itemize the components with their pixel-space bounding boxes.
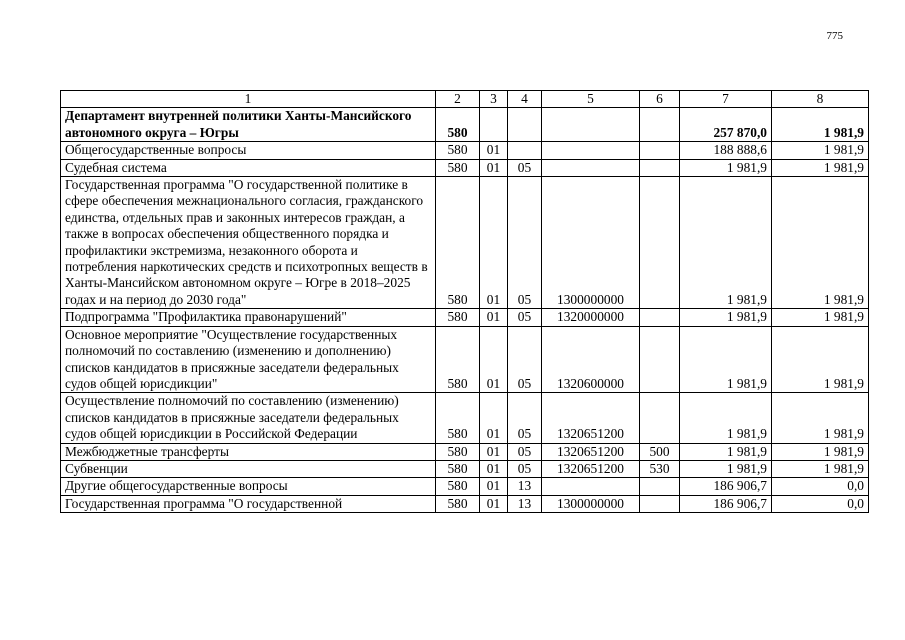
section-code-cell: 01: [480, 159, 508, 176]
subsection-code-cell: 13: [508, 478, 542, 495]
section-code-cell: 01: [480, 142, 508, 159]
table-row: [61, 495, 869, 512]
column-header: 8: [772, 91, 869, 108]
amount-col8-cell: 0,0: [772, 478, 869, 495]
target-article-cell: 1300000000: [542, 177, 640, 309]
section-code-cell: 01: [480, 326, 508, 393]
table-header-row: [61, 91, 869, 108]
table-row: [61, 393, 869, 443]
subsection-code-cell: 13: [508, 495, 542, 512]
row-name-cell: Основное мероприятие "Осуществление государственных полномочий по составлению (изменению и дополнению) списков кандидатов в присяжные заседатели федеральных судов общей юрисдикции": [61, 326, 436, 393]
amount-col8-cell: 0,0: [772, 495, 869, 512]
expense-type-cell: [640, 326, 680, 393]
amount-col8-cell: 1 981,9: [772, 108, 869, 142]
admin-code-cell: 580: [436, 108, 480, 142]
amount-col8-cell: 1 981,9: [772, 177, 869, 309]
table-row: [61, 443, 869, 460]
amount-col7-cell: 1 981,9: [680, 326, 772, 393]
section-code-cell: 01: [480, 443, 508, 460]
expense-type-cell: [640, 393, 680, 443]
subsection-code-cell: [508, 142, 542, 159]
admin-code-cell: 580: [436, 393, 480, 443]
column-header: 3: [480, 91, 508, 108]
admin-code-cell: 580: [436, 142, 480, 159]
amount-col7-cell: 188 888,6: [680, 142, 772, 159]
admin-code-cell: 580: [436, 495, 480, 512]
subsection-code-cell: 05: [508, 443, 542, 460]
subsection-code-cell: 05: [508, 309, 542, 326]
target-article-cell: [542, 108, 640, 142]
amount-col7-cell: 186 906,7: [680, 495, 772, 512]
expense-type-cell: [640, 159, 680, 176]
admin-code-cell: 580: [436, 159, 480, 176]
column-header: 6: [640, 91, 680, 108]
column-header: 1: [61, 91, 436, 108]
amount-col8-cell: 1 981,9: [772, 393, 869, 443]
target-article-cell: 1300000000: [542, 495, 640, 512]
admin-code-cell: 580: [436, 309, 480, 326]
expense-type-cell: [640, 108, 680, 142]
amount-col7-cell: 1 981,9: [680, 159, 772, 176]
subsection-code-cell: 05: [508, 326, 542, 393]
amount-col8-cell: 1 981,9: [772, 443, 869, 460]
budget-table: [60, 90, 869, 513]
section-code-cell: 01: [480, 309, 508, 326]
target-article-cell: 1320651200: [542, 460, 640, 477]
row-name-cell: Подпрограмма "Профилактика правонарушений": [61, 309, 436, 326]
amount-col7-cell: 1 981,9: [680, 443, 772, 460]
amount-col7-cell: 1 981,9: [680, 460, 772, 477]
table-row: [61, 108, 869, 142]
subsection-code-cell: 05: [508, 393, 542, 443]
row-name-cell: Субвенции: [61, 460, 436, 477]
expense-type-cell: 500: [640, 443, 680, 460]
section-code-cell: 01: [480, 393, 508, 443]
row-name-cell: Общегосударственные вопросы: [61, 142, 436, 159]
subsection-code-cell: [508, 108, 542, 142]
target-article-cell: 1320000000: [542, 309, 640, 326]
table-row: [61, 159, 869, 176]
target-article-cell: [542, 142, 640, 159]
row-name-cell: Судебная система: [61, 159, 436, 176]
row-name-cell: Государственная программа "О государственной политике в сфере обеспечения межнационального согласия, гражданского единства, отдельных прав и законных интересов граждан, а также в вопросах обеспечения общественного порядка и профилактики экстремизма, незаконного оборота и потребления наркотических средств и психотропных веществ в Ханты-Мансийском автономном округе – Югре в 2018–2025 годах и на период до 2030 года": [61, 177, 436, 309]
expense-type-cell: [640, 478, 680, 495]
column-header: 5: [542, 91, 640, 108]
amount-col8-cell: 1 981,9: [772, 142, 869, 159]
amount-col8-cell: 1 981,9: [772, 159, 869, 176]
table-row: [61, 478, 869, 495]
target-article-cell: [542, 478, 640, 495]
row-name-cell: Департамент внутренней политики Ханты-Мансийского автономного округа – Югры: [61, 108, 436, 142]
expense-type-cell: [640, 309, 680, 326]
admin-code-cell: 580: [436, 478, 480, 495]
table-row: [61, 460, 869, 477]
page-number: 775: [826, 30, 843, 42]
target-article-cell: 1320651200: [542, 443, 640, 460]
section-code-cell: 01: [480, 495, 508, 512]
section-code-cell: 01: [480, 177, 508, 309]
section-code-cell: [480, 108, 508, 142]
row-name-cell: Осуществление полномочий по составлению (изменению) списков кандидатов в присяжные заседатели федеральных судов общей юрисдикции в Российской Федерации: [61, 393, 436, 443]
row-name-cell: Государственная программа "О государственной: [61, 495, 436, 512]
table-row: [61, 309, 869, 326]
admin-code-cell: 580: [436, 177, 480, 309]
subsection-code-cell: 05: [508, 177, 542, 309]
table-row: [61, 326, 869, 393]
table-row: [61, 177, 869, 309]
admin-code-cell: 580: [436, 443, 480, 460]
amount-col7-cell: 257 870,0: [680, 108, 772, 142]
section-code-cell: 01: [480, 460, 508, 477]
row-name-cell: Межбюджетные трансферты: [61, 443, 436, 460]
table-row: [61, 142, 869, 159]
target-article-cell: 1320651200: [542, 393, 640, 443]
admin-code-cell: 580: [436, 326, 480, 393]
amount-col8-cell: 1 981,9: [772, 309, 869, 326]
expense-type-cell: [640, 495, 680, 512]
expense-type-cell: [640, 177, 680, 309]
amount-col7-cell: 186 906,7: [680, 478, 772, 495]
subsection-code-cell: 05: [508, 460, 542, 477]
column-header: 4: [508, 91, 542, 108]
amount-col7-cell: 1 981,9: [680, 177, 772, 309]
expense-type-cell: [640, 142, 680, 159]
expense-type-cell: 530: [640, 460, 680, 477]
subsection-code-cell: 05: [508, 159, 542, 176]
target-article-cell: 1320600000: [542, 326, 640, 393]
target-article-cell: [542, 159, 640, 176]
amount-col8-cell: 1 981,9: [772, 460, 869, 477]
row-name-cell: Другие общегосударственные вопросы: [61, 478, 436, 495]
column-header: 7: [680, 91, 772, 108]
admin-code-cell: 580: [436, 460, 480, 477]
amount-col7-cell: 1 981,9: [680, 393, 772, 443]
amount-col8-cell: 1 981,9: [772, 326, 869, 393]
column-header: 2: [436, 91, 480, 108]
amount-col7-cell: 1 981,9: [680, 309, 772, 326]
section-code-cell: 01: [480, 478, 508, 495]
